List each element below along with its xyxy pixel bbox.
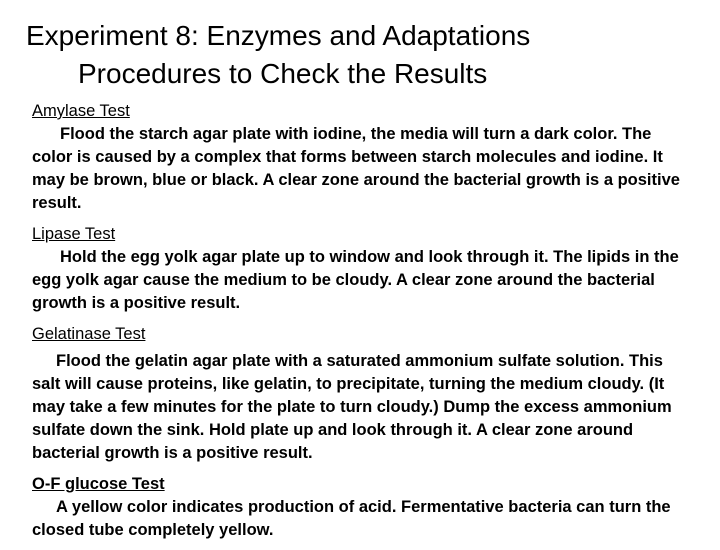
section-text: Hold the egg yolk agar plate up to window and look through it. The lipids in the egg yolk agar cause the medium to be cloudy. A clear zone around the bacterial growth is a positive result. [32,248,679,312]
title-line-1: Experiment 8: Enzymes and Adaptations [26,20,531,51]
section-lipase-test [32,223,692,315]
slide-body [32,100,692,550]
section-of-glucose-test [32,473,692,542]
section-heading: Amylase Test [32,102,130,120]
section-heading: O-F glucose Test [32,475,165,493]
section-gelatinase-test [32,323,692,465]
section-heading: Lipase Test [32,225,116,243]
section-heading: Gelatinase Test [32,325,146,343]
section-amylase-test [32,100,692,215]
section-text: Flood the gelatin agar plate with a saturated ammonium sulfate solution. This salt will cause proteins, like gelatin, to precipitate, turning the medium cloudy. (It may take a few minutes for the plate to turn cloudy.) Dump the excess ammonium sulfate down the sink. Hold plate up and look through it. A clear zone around bacterial growth is a positive result. [32,352,672,462]
section-text: Flood the starch agar plate with iodine, the media will turn a dark color. The color is caused by a complex that forms between starch molecules and iodine. It may be brown, blue or black. A clear zone around the bacterial growth is a positive result. [32,125,680,212]
section-text: A yellow color indicates production of acid. Fermentative bacteria can turn the closed tube completely yellow. [32,498,671,539]
title-line-2: Procedures to Check the Results [78,58,488,89]
